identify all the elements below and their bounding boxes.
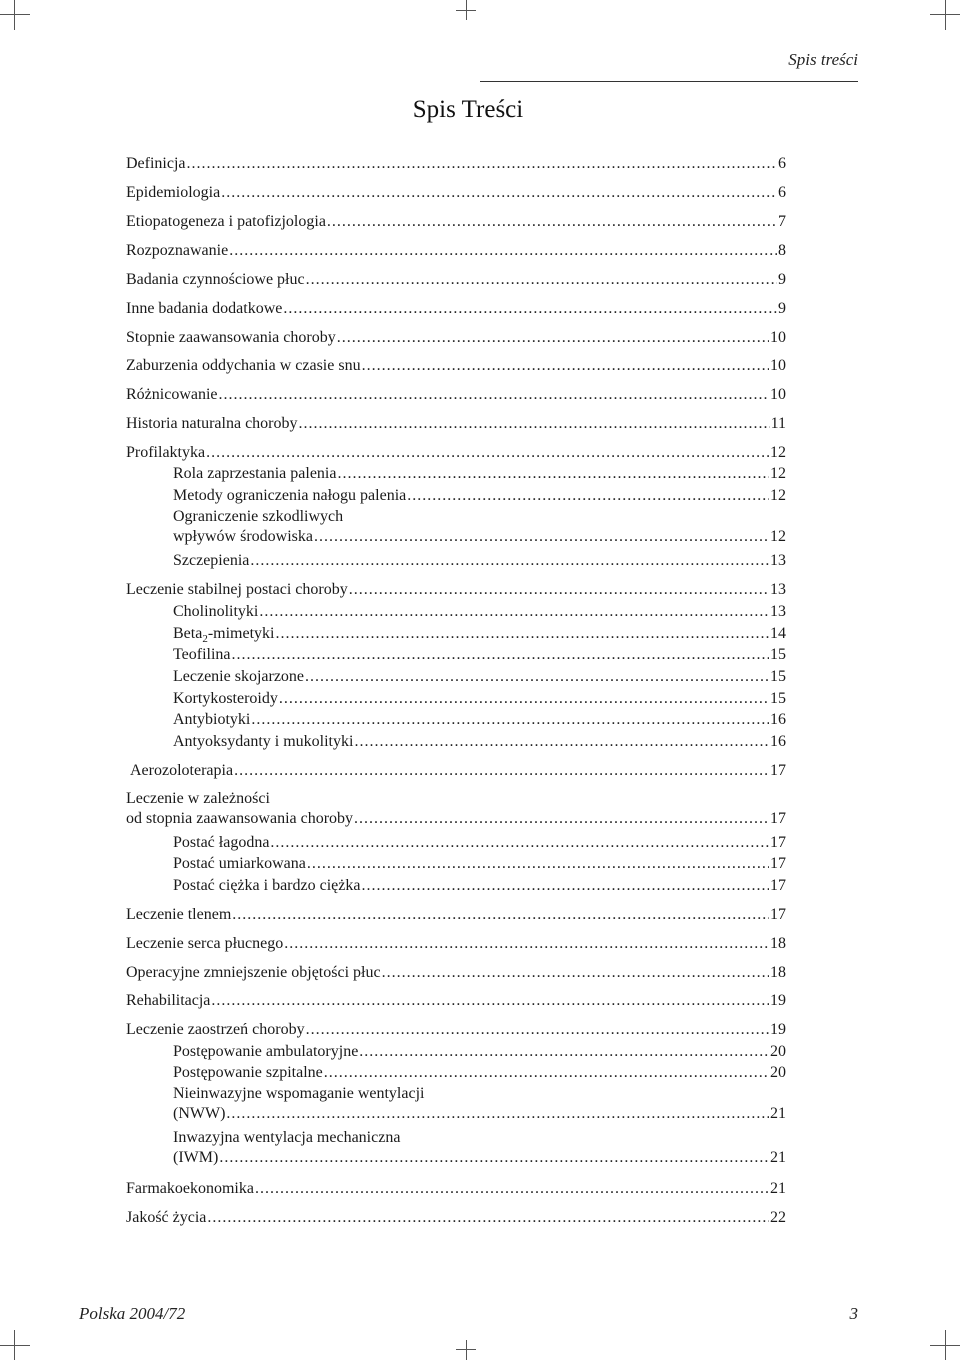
toc-entry-page-number: 20 [770,1064,786,1081]
dot-leader [361,876,769,896]
dot-leader [232,645,769,665]
toc-entry-label: Metody ograniczenia nałogu palenia [173,487,407,504]
dot-leader [324,1063,769,1083]
toc-entry-label-line1: Inwazyjna wentylacja mechaniczna [173,1129,401,1146]
dot-leader [284,934,769,954]
dot-leader [407,486,769,506]
dot-leader [207,1208,769,1228]
toc-entry-label: Aerozoloterapia [130,762,234,779]
toc-entry-page-number: 15 [770,646,786,663]
toc-entry-page-number: 12 [770,465,786,482]
toc-entry[interactable] [173,1042,786,1062]
crop-mark [14,1330,15,1360]
toc-entry-label: Cholinolityki [173,603,259,620]
toc-entry-label: Rozpoznawanie [126,242,229,259]
toc-entry-label: Różnicowanie [126,386,218,403]
toc-entry-label: Definicja [126,155,186,172]
toc-entry-page-number: 20 [770,1043,786,1060]
toc-entry-label: Szczepienia [173,552,250,569]
toc-entry-label: Jakość życia [126,1209,207,1226]
toc-entry[interactable] [126,414,786,434]
dot-leader [251,710,769,730]
toc-entry[interactable] [173,1084,786,1124]
toc-entry-label-line1: Ograniczenie szkodliwych [173,508,344,525]
toc-entry-label: Epidemiologia [126,184,221,201]
toc-entry-label-text: Beta [173,625,203,642]
toc-entry-label [173,624,274,645]
dot-leader [259,602,769,622]
toc-entry[interactable] [126,212,786,232]
toc-entry[interactable] [173,710,786,730]
toc-entry-page-number: 21 [770,1105,786,1122]
toc-entry-label: Leczenie tlenem [126,906,232,923]
toc-entry-page-number: 17 [770,877,786,894]
toc-entry-label: Etiopatogeneza i patofizjologia [126,213,326,230]
toc-entry-label: Postępowanie ambulatoryjne [173,1043,359,1060]
toc-entry[interactable] [130,761,786,781]
toc-entry-label: Zaburzenia oddychania w czasie snu [126,357,361,374]
toc-entry-label: Antybiotyki [173,711,251,728]
dot-leader [219,1148,769,1168]
toc-entry[interactable] [126,183,786,203]
toc-entry-label: (IWM) [173,1149,219,1166]
toc-entry-label: Farmakoekonomika [126,1180,254,1197]
dot-leader [283,299,777,319]
toc-entry-page-number: 17 [770,906,786,923]
dot-leader [270,833,769,853]
toc-entry-label: Historia naturalna choroby [126,415,298,432]
toc-entry-page-number: 13 [770,552,786,569]
dot-leader [354,809,769,829]
toc-entry-label-subscript: 2 [202,633,208,645]
toc-entry-page-number: 14 [770,625,786,642]
crop-mark [466,1340,467,1360]
crop-mark [0,14,30,15]
toc-entry[interactable] [126,963,786,983]
toc-entry[interactable] [126,356,786,376]
toc-entry-label-line1: Leczenie w zależności [126,790,270,807]
toc-entry-page-number: 18 [770,935,786,952]
crop-mark [0,1345,30,1346]
dot-leader [221,183,777,203]
toc-entry-label: (NWW) [173,1105,226,1122]
toc-entry-page-number: 22 [770,1209,786,1226]
toc-entry-page-number: 17 [770,834,786,851]
dot-leader [349,580,769,600]
toc-entry-page-number: 6 [778,184,786,201]
toc-entry-label: Leczenie stabilnej postaci choroby [126,581,348,598]
toc-entry[interactable] [126,991,786,1011]
toc-entry-label: Teofilina [173,646,231,663]
toc-entry-label: Rola zaprzestania palenia [173,465,337,482]
dot-leader [314,527,769,547]
crop-mark [945,1330,946,1360]
dot-leader [299,414,770,434]
toc-entry-page-number: 17 [770,762,786,779]
toc-entry-label: Inne badania dodatkowe [126,300,283,317]
toc-entry-page-number: 19 [770,1021,786,1038]
dot-leader [187,154,777,174]
page-title: Spis Treści [412,96,524,123]
toc-entry[interactable] [126,1179,786,1199]
toc-entry-label-line1: Nieinwazyjne wspomaganie wentylacji [173,1085,425,1102]
footer-publication: Polska 2004/72 [79,1304,186,1323]
toc-entry[interactable] [126,328,786,348]
toc-entry[interactable] [126,299,786,319]
toc-entry-page-number: 13 [770,581,786,598]
toc-entry[interactable] [173,1128,786,1168]
dot-leader [362,356,769,376]
toc-entry-page-number: 16 [770,711,786,728]
dot-leader [307,854,769,874]
toc-entry-label: Postać umiarkowana [173,855,306,872]
toc-entry[interactable] [126,1208,786,1228]
toc-entry-label: Postać ciężka i bardzo ciężka [173,877,361,894]
dot-leader [337,464,769,484]
toc-entry[interactable] [173,464,786,484]
toc-entry[interactable] [126,154,786,174]
toc-entry-page-number: 15 [770,668,786,685]
toc-entry-page-number: 16 [770,733,786,750]
footer-page-number: 3 [849,1304,858,1323]
toc-entry[interactable] [126,241,786,261]
toc-entry[interactable] [126,270,786,290]
toc-entry-page-number: 12 [770,528,786,545]
dot-leader [337,328,769,348]
toc-entry-label-text: -mimetyki [207,625,275,642]
toc-entry-label: Kortykosteroidy [173,690,278,707]
toc-entry[interactable] [126,905,786,925]
toc-entry-page-number: 10 [770,357,786,374]
toc-entry-label: Badania czynnościowe płuc [126,271,305,288]
toc-entry[interactable] [126,789,786,829]
toc-entry-label: Profilaktyka [126,444,206,461]
toc-entry-label: wpływów środowiska [173,528,313,545]
toc-entry-page-number: 18 [770,964,786,981]
dot-leader [232,905,769,925]
crop-mark [14,0,15,30]
toc-entry-page-number: 9 [778,300,786,317]
running-header: Spis treści [788,50,858,69]
toc-entry-label: od stopnia zaawansowania choroby [126,810,354,827]
toc-entry[interactable] [173,732,786,752]
toc-entry-page-number: 21 [770,1180,786,1197]
toc-entry-label: Antyoksydanty i mukolityki [173,733,354,750]
toc-entry-label: Leczenie serca płucnego [126,935,284,952]
toc-entry-label: Leczenie skojarzone [173,668,305,685]
crop-mark [456,10,476,11]
toc-entry-page-number: 11 [770,415,786,432]
toc-entry-page-number: 21 [770,1149,786,1166]
toc-entry[interactable] [173,486,786,506]
toc-entry-label: Leczenie zaostrzeń choroby [126,1021,305,1038]
toc-entry[interactable] [173,1063,786,1083]
dot-leader [306,270,777,290]
dot-leader [250,551,769,571]
toc-entry-label: Operacyjne zmniejszenie objętości płuc [126,964,381,981]
crop-mark [945,0,946,30]
toc-entry-label: Postępowanie szpitalne [173,1064,323,1081]
toc-entry-page-number: 6 [778,155,786,172]
dot-leader [305,667,769,687]
toc-entry-page-number: 12 [770,487,786,504]
header-rule [480,81,858,82]
toc-entry[interactable] [173,689,786,709]
toc-entry[interactable] [173,551,786,571]
dot-leader [279,689,769,709]
dot-leader [211,991,769,1011]
toc-entry-page-number: 10 [770,386,786,403]
dot-leader [206,443,769,463]
toc-entry[interactable] [173,876,786,896]
toc-entry[interactable] [173,667,786,687]
dot-leader [219,385,769,405]
dot-leader [327,212,777,232]
toc-entry[interactable] [126,1020,786,1040]
toc-entry-page-number: 12 [770,444,786,461]
crop-mark [456,1349,476,1350]
dot-leader [359,1042,769,1062]
toc-entry-page-number: 7 [778,213,786,230]
toc-entry[interactable] [173,507,786,547]
toc-entry-page-number: 15 [770,690,786,707]
dot-leader [306,1020,769,1040]
toc-entry-page-number: 9 [778,271,786,288]
toc-entry[interactable] [173,645,786,665]
dot-leader [226,1104,769,1124]
toc-entry-page-number: 8 [778,242,786,259]
toc-entry-page-number: 17 [770,855,786,872]
dot-leader [275,624,769,644]
toc-entry[interactable] [126,580,786,600]
toc-entry-label: Stopnie zaawansowania choroby [126,329,336,346]
toc-entry[interactable] [173,602,786,622]
dot-leader [382,963,769,983]
toc-entry-label: Postać łagodna [173,834,270,851]
toc-entry-page-number: 13 [770,603,786,620]
toc-entry-label: Rehabilitacja [126,992,211,1009]
toc-entry[interactable] [173,833,786,853]
toc-entry-page-number: 10 [770,329,786,346]
toc-entry[interactable] [126,934,786,954]
toc-entry-page-number: 17 [770,810,786,827]
toc-entry[interactable] [126,385,786,405]
dot-leader [354,732,769,752]
toc-entry[interactable] [126,443,786,463]
toc-entry-page-number: 19 [770,992,786,1009]
dot-leader [234,761,769,781]
dot-leader [255,1179,769,1199]
dot-leader [229,241,777,261]
toc-entry[interactable] [173,624,786,645]
toc-entry[interactable] [173,854,786,874]
